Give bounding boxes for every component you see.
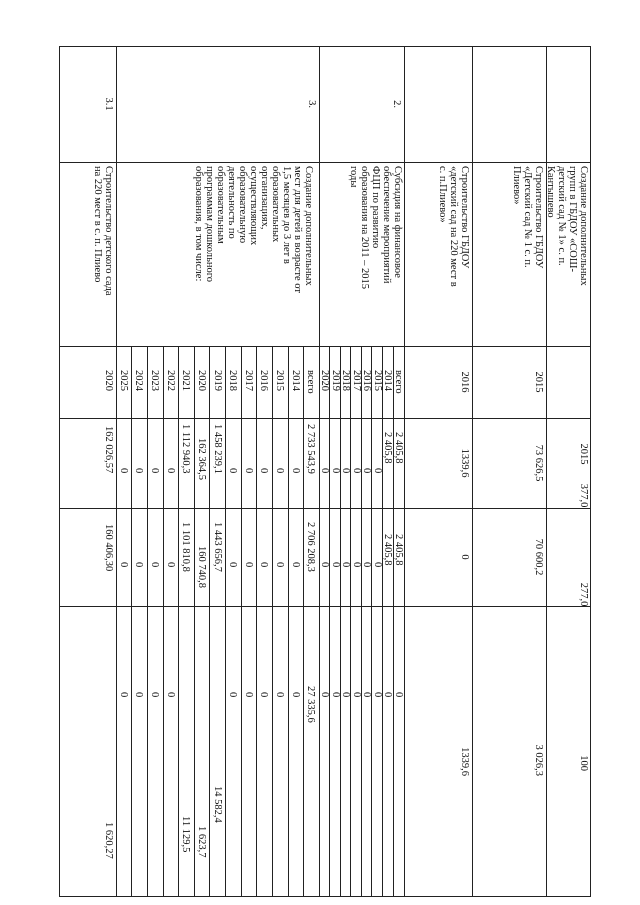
subrow-border xyxy=(382,346,383,896)
row-border xyxy=(116,46,117,896)
subrow-year: 2019 xyxy=(330,370,341,391)
row-total: 73 626,5 xyxy=(533,444,544,482)
subrow-border xyxy=(288,346,289,896)
subrow-year: 2021 xyxy=(180,370,191,391)
subrow-regional: 0 xyxy=(382,692,393,698)
subrow-year: 2014 xyxy=(290,370,301,391)
row-border-top xyxy=(590,46,591,896)
subrow-border xyxy=(241,346,242,896)
row-border-bottom xyxy=(59,46,60,896)
row-federal: 0 xyxy=(459,554,470,560)
subrow-regional: 0 xyxy=(149,692,160,698)
row-year: 2015 xyxy=(578,443,589,465)
subrow-border xyxy=(209,346,210,896)
row-total: 162 026,57 xyxy=(103,426,114,474)
subrow-regional: 14 582,4 xyxy=(212,786,223,823)
subrow-total: 0 xyxy=(372,468,383,474)
row-total: 1339,6 xyxy=(459,448,470,478)
subrow-federal: 0 xyxy=(290,562,301,568)
subrow-year: всего xyxy=(305,370,316,394)
subrow-border xyxy=(256,346,257,896)
subrow-total: 0 xyxy=(118,468,129,474)
subrow-federal: 0 xyxy=(330,562,341,568)
subrow-federal: 0 xyxy=(372,562,383,568)
subrow-total: 2 405,8 xyxy=(382,432,393,464)
subrow-border xyxy=(371,346,372,896)
subrow-year: 2018 xyxy=(340,370,351,391)
row-total: 377,0 xyxy=(578,483,589,508)
subrow-year: 2018 xyxy=(227,370,238,391)
row-regional: 3 026,3 xyxy=(533,744,544,776)
subrow-regional: 0 xyxy=(165,692,176,698)
row-number: 3. xyxy=(306,100,317,108)
subrow-federal: 0 xyxy=(258,562,269,568)
row-federal: 70 600,2 xyxy=(533,538,544,576)
subrow-regional: 0 xyxy=(133,692,144,698)
subrow-border xyxy=(361,346,362,896)
subrow-year: 2015 xyxy=(274,370,285,391)
subrow-year: 2025 xyxy=(118,370,129,391)
subrow-border xyxy=(131,346,132,896)
subrow-total: 0 xyxy=(351,468,362,474)
subrow-federal: 2 405,8 xyxy=(393,534,404,566)
subrow-regional: 0 xyxy=(351,692,362,698)
subrow-federal: 0 xyxy=(351,562,362,568)
subrow-regional: 0 xyxy=(393,692,404,698)
column-border-year xyxy=(59,418,591,419)
row-year: 2020 xyxy=(103,370,114,391)
row-border xyxy=(472,46,473,896)
subrow-total: 2 405,8 xyxy=(393,432,404,464)
subrow-year: 2020 xyxy=(196,370,207,391)
subrow-federal: 0 xyxy=(118,562,129,568)
subrow-total: 0 xyxy=(274,468,285,474)
subrow-federal: 0 xyxy=(274,562,285,568)
row-year: 2016 xyxy=(459,371,470,393)
subrow-year: 2017 xyxy=(243,370,254,391)
row-number: 2. xyxy=(391,100,402,108)
subrow-year: 2017 xyxy=(351,370,362,391)
subrow-border xyxy=(340,346,341,896)
subrow-federal: 1 443 656,7 xyxy=(212,522,223,572)
subrow-regional: 0 xyxy=(330,692,341,698)
row-name: Субсидия на финансовое обеспечение мероприятий ФЦП по развитию образования на 2011 – 2015 годы xyxy=(348,166,403,290)
subrow-total: 0 xyxy=(165,468,176,474)
subrow-year: 2015 xyxy=(372,370,383,391)
subrow-regional: 0 xyxy=(361,692,372,698)
column-border-total xyxy=(59,508,591,509)
row-number: 3.1 xyxy=(103,97,114,111)
row-regional: 100 xyxy=(578,755,589,771)
subrow-total: 0 xyxy=(227,468,238,474)
subrow-border xyxy=(178,346,179,896)
row-regional: 1339,6 xyxy=(459,747,470,776)
subrow-total: 162 364,5 xyxy=(196,438,207,480)
row-name: Строительство детского сада на 220 мест в с. п. Плиево xyxy=(92,166,114,296)
subrow-federal: 160 740,8 xyxy=(196,546,207,588)
subrow-regional: 11 129,5 xyxy=(180,816,191,853)
subrow-border xyxy=(393,346,394,896)
subrow-federal: 0 xyxy=(227,562,238,568)
subrow-federal: 0 xyxy=(361,562,372,568)
subrow-total: 0 xyxy=(319,468,330,474)
subrow-border xyxy=(350,346,351,896)
subrow-federal: 2 706 208,3 xyxy=(305,522,316,572)
subrow-border xyxy=(303,346,304,896)
column-border-name xyxy=(59,346,591,347)
subrow-total: 1 458 239,1 xyxy=(212,424,223,474)
subrow-federal: 0 xyxy=(340,562,351,568)
subrow-year: 2023 xyxy=(149,370,160,391)
subrow-year: 2014 xyxy=(382,370,393,391)
subrow-federal: 1 101 810,8 xyxy=(180,522,191,572)
subrow-federal: 0 xyxy=(243,562,254,568)
subrow-year: 2022 xyxy=(165,370,176,391)
row-name: Строительство ГБДОУ «Детский сад № 1 с. п. Плиево» xyxy=(511,166,544,269)
subrow-total: 1 112 940,3 xyxy=(180,424,191,474)
row-regional: 1 620,27 xyxy=(103,822,114,859)
subrow-total: 0 xyxy=(340,468,351,474)
subrow-total: 0 xyxy=(290,468,301,474)
subrow-border xyxy=(225,346,226,896)
subrow-border xyxy=(272,346,273,896)
subrow-border xyxy=(194,346,195,896)
subrow-total: 0 xyxy=(149,468,160,474)
subrow-year: всего xyxy=(393,370,404,394)
subrow-regional: 0 xyxy=(340,692,351,698)
subrow-federal: 0 xyxy=(319,562,330,568)
subrow-regional: 27 335,6 xyxy=(305,686,316,723)
rotated-budget-table xyxy=(59,46,591,896)
subrow-total: 0 xyxy=(243,468,254,474)
row-federal: 160 406,30 xyxy=(103,524,114,572)
column-border-regional xyxy=(59,896,591,897)
row-border xyxy=(404,46,405,896)
column-border-federal xyxy=(59,606,591,607)
row-name: Создание дополнительных мест для детей в возрасте от 1,5 месяцев до 3 лет в образовательных организациях, осуществляющих образовательную деятельность по образовательным программам дошкольного образования, в том числе: xyxy=(193,166,314,293)
subrow-regional: 0 xyxy=(118,692,129,698)
row-name: Строительство ГБДОУ «детский сад на 220 мест в с. п.Плиево» xyxy=(437,166,470,287)
subrow-total: 0 xyxy=(330,468,341,474)
subrow-regional: 0 xyxy=(243,692,254,698)
subrow-federal: 0 xyxy=(133,562,144,568)
subrow-year: 2020 xyxy=(319,370,330,391)
row-federal: 277,0 xyxy=(578,582,589,607)
subrow-year: 2016 xyxy=(361,370,372,391)
subrow-regional: 1 623,7 xyxy=(196,826,207,858)
column-border-number xyxy=(59,162,591,163)
subrow-regional: 0 xyxy=(319,692,330,698)
subrow-border xyxy=(147,346,148,896)
subrow-border xyxy=(329,346,330,896)
row-year: 2015 xyxy=(533,371,544,393)
subrow-federal: 0 xyxy=(165,562,176,568)
subrow-year: 2016 xyxy=(258,370,269,391)
row-name: Создание дополнительных групп в ГБДОУ «СОШ- детский сад № 1» с. п. Кантышево xyxy=(545,166,589,286)
column-border-left xyxy=(59,46,591,47)
subrow-regional: 0 xyxy=(258,692,269,698)
subrow-regional: 0 xyxy=(372,692,383,698)
subrow-total: 0 xyxy=(258,468,269,474)
subrow-total: 0 xyxy=(361,468,372,474)
subrow-border xyxy=(163,346,164,896)
subrow-year: 2019 xyxy=(212,370,223,391)
subrow-total: 0 xyxy=(133,468,144,474)
subrow-federal: 0 xyxy=(149,562,160,568)
subrow-regional: 0 xyxy=(227,692,238,698)
subrow-total: 2 733 543,9 xyxy=(305,424,316,474)
subrow-regional: 0 xyxy=(274,692,285,698)
subrow-federal: 2 405,8 xyxy=(382,534,393,566)
subrow-regional: 0 xyxy=(290,692,301,698)
subrow-year: 2024 xyxy=(133,370,144,391)
